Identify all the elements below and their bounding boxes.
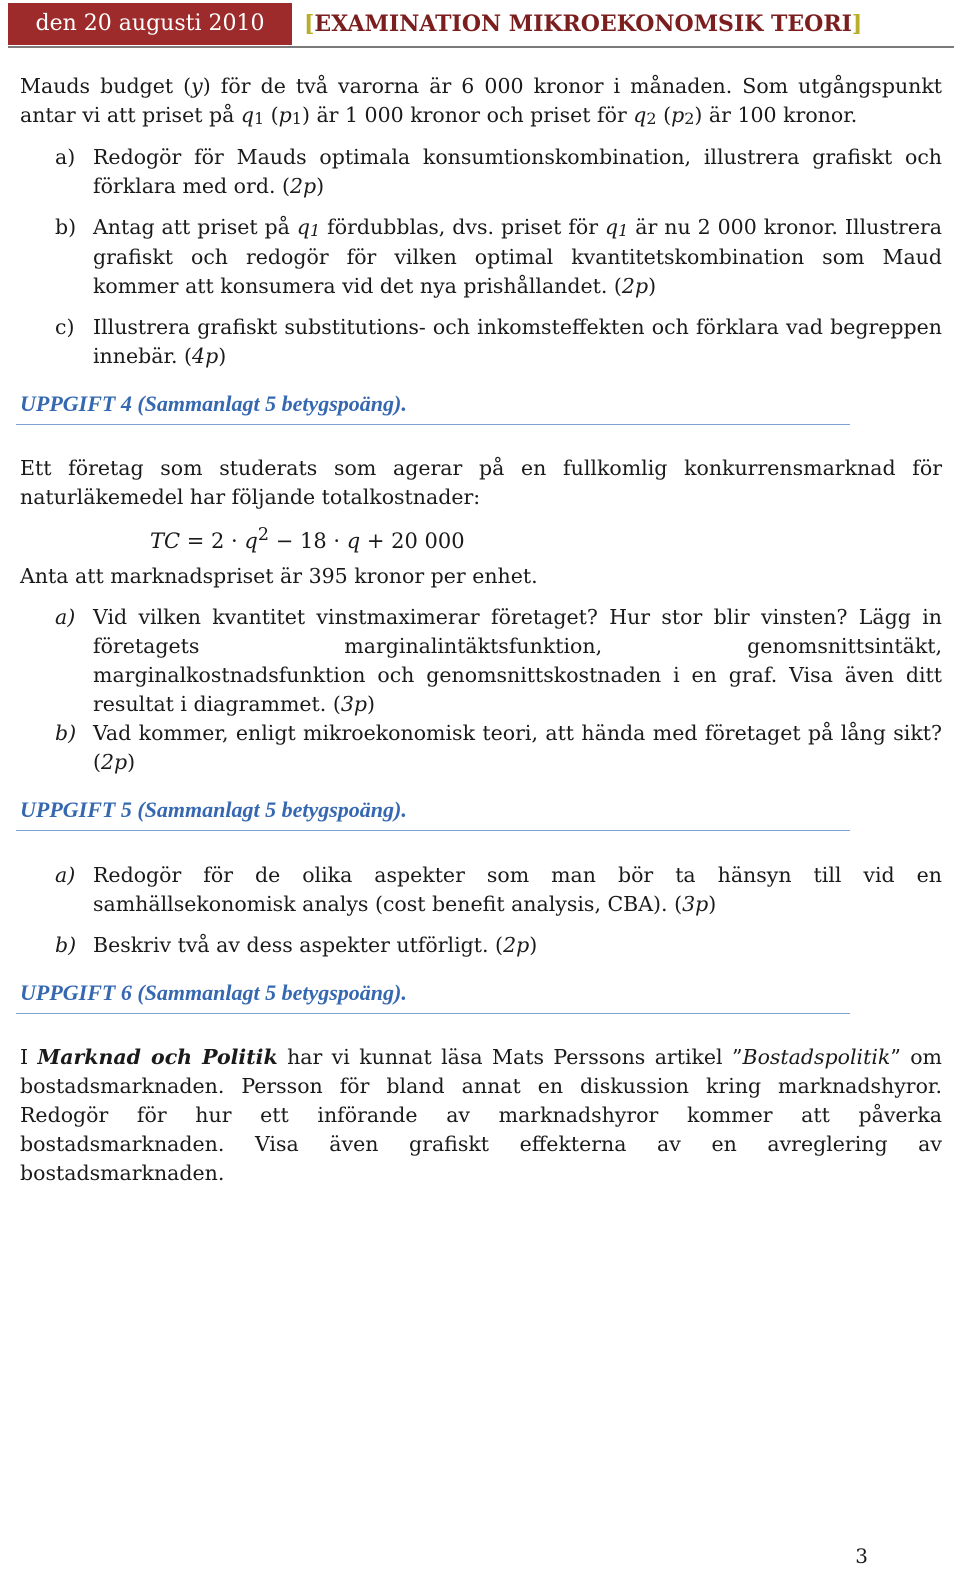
budget-intro: Mauds budget (y) för de två varorna är 6 000 kronor i månaden. Som utgångspunkt antar vi att priset på q1 (p1) är 1 000 kronor och priset för q2 (p2) är 100 kronor. (20, 74, 943, 128)
page-number: 3 (855, 1544, 868, 1568)
question-3c: c) Illustrera grafiskt substitutions- och inkomsteffekten och förklara vad begreppen innebär. (4p) (55, 315, 942, 368)
page-content (20, 72, 942, 1188)
page-header (8, 3, 954, 47)
item-label: b) (55, 721, 77, 745)
task-4-heading: UPPGIFT 4 (Sammanlagt 5 betygspoäng). (20, 391, 407, 416)
task-5-rule (16, 830, 850, 831)
bracket-open: [ (304, 11, 315, 37)
header-title (304, 3, 862, 45)
item-label: b) (55, 933, 77, 957)
item-label: c) (55, 315, 75, 339)
task-6-text: I Marknad och Politik har vi kunnat läsa Mats Perssons artikel ”Bostadspolitik” om bostadsmarknaden. Persson för bland annat en diskussion kring marknadshyror. Redogör för hur ett införande av marknadshyror kommer att påverka bostadsmarknaden. Visa även grafiskt effekterna av en avreglering av bostadsmarknaden. (20, 1045, 942, 1185)
question-4a: a) Vid vilken kvantitet vinstmaximerar företaget? Hur stor blir vinsten? Lägg in företagets marginalintäktsfunktion, genomsnittsintäkt, marginalkostnadsfunktion och genomsnittskostnaden i en graf. Visa även ditt resultat i diagrammet. (3p) (55, 605, 942, 716)
question-4b: b) Vad kommer, enligt mikroekonomisk teori, att hända med företaget på lång sikt? (2p) (55, 721, 942, 774)
question-3a: a) Redogör för Mauds optimala konsumtionskombination, illustrera grafiskt och förklara med ord. (2p) (55, 145, 942, 198)
task-6-rule (16, 1013, 850, 1014)
question-5b: b) Beskriv två av dess aspekter utförligt. (2p) (20, 931, 942, 960)
item-label: a) (55, 145, 76, 169)
task-4-intro: Ett företag som studerats som agerar på en fullkomlig konkurrensmarknad för naturläkemedel har följande totalkostnader: (20, 456, 942, 509)
bracket-close: ] (851, 11, 863, 37)
task-5-heading: UPPGIFT 5 (Sammanlagt 5 betygspoäng). (20, 797, 407, 822)
question-5a: a) Redogör för de olika aspekter som man bör ta hänsyn till vid en samhällsekonomisk analys (cost benefit analysis, CBA). (3p) (55, 863, 942, 916)
article-title: Bostadspolitik (742, 1045, 891, 1069)
market-price-text: Anta att marknadspriset är 395 kronor per enhet. (20, 564, 538, 588)
item-label: a) (55, 605, 76, 629)
header-date: den 20 augusti 2010 (8, 3, 292, 45)
task-6-heading: UPPGIFT 6 (Sammanlagt 5 betygspoäng). (20, 980, 407, 1005)
header-rule (8, 46, 954, 48)
item-label: a) (55, 863, 76, 887)
task-4-rule (16, 424, 850, 425)
cost-formula: TC = $2 \cdot q^2 - 18 \cdot q + 20$ 000 (150, 525, 465, 553)
journal-title: Marknad och Politik (37, 1045, 278, 1069)
item-label: b) (55, 215, 77, 239)
question-3b: b) Antag att priset på q1 fördubblas, dvs. priset för q1 är nu 2 000 kronor. Illustrera grafiskt och redogör för vilken optimal kvantitetskombination som Maud kommer att konsumera vid det nya prishållandet. (2p) (55, 215, 942, 298)
exam-title-text: EXAMINATION MIKROEKONOMSIK TEORI (314, 11, 852, 37)
